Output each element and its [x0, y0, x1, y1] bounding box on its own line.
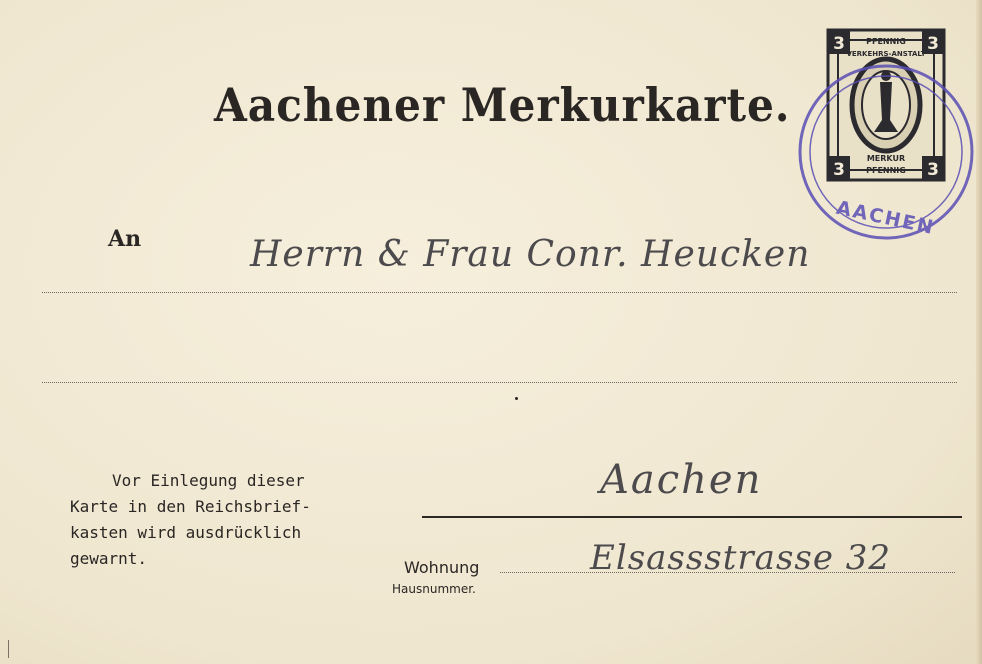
edge-mark	[8, 640, 9, 658]
residence-label: Wohnung	[404, 558, 480, 577]
printed-stamp-icon	[828, 30, 944, 180]
stamp-bottom-text: PFENNIG	[866, 166, 906, 175]
stamp-denomination: 3	[833, 34, 845, 54]
warning-line: Vor Einlegung dieser	[112, 471, 305, 490]
warning-notice	[70, 468, 360, 572]
street-handwriting: Elsassstrasse 32	[590, 538, 892, 578]
stamp-denomination: 3	[833, 160, 845, 180]
warning-line: Karte in den Reichsbrief-	[70, 497, 311, 516]
stamp-center-text: MERKUR	[866, 154, 906, 163]
card-title: Aachener Merkurkarte.	[214, 78, 791, 132]
city-line	[422, 516, 962, 518]
addressee-handwriting: Herrn & Frau Conr. Heucken	[250, 234, 811, 275]
warning-line: kasten wird ausdrücklich	[70, 523, 302, 542]
stamp-top-text: PFENNIG	[866, 37, 906, 46]
address-line-1	[42, 292, 957, 293]
address-line-2	[42, 382, 957, 383]
stamp-denomination: 3	[927, 34, 939, 54]
postmark-city: AACHEN	[834, 196, 937, 240]
stamp-side-text: VERKEHRS-ANSTALT	[846, 50, 926, 58]
house-number-label: Hausnummer.	[392, 582, 476, 596]
ink-dot	[515, 397, 518, 400]
address-prefix: An	[108, 226, 142, 252]
stamp-area	[780, 20, 980, 250]
stamp-denomination: 3	[927, 160, 939, 180]
warning-line: gewarnt.	[70, 549, 148, 568]
city-handwriting: Aachen	[600, 457, 763, 503]
